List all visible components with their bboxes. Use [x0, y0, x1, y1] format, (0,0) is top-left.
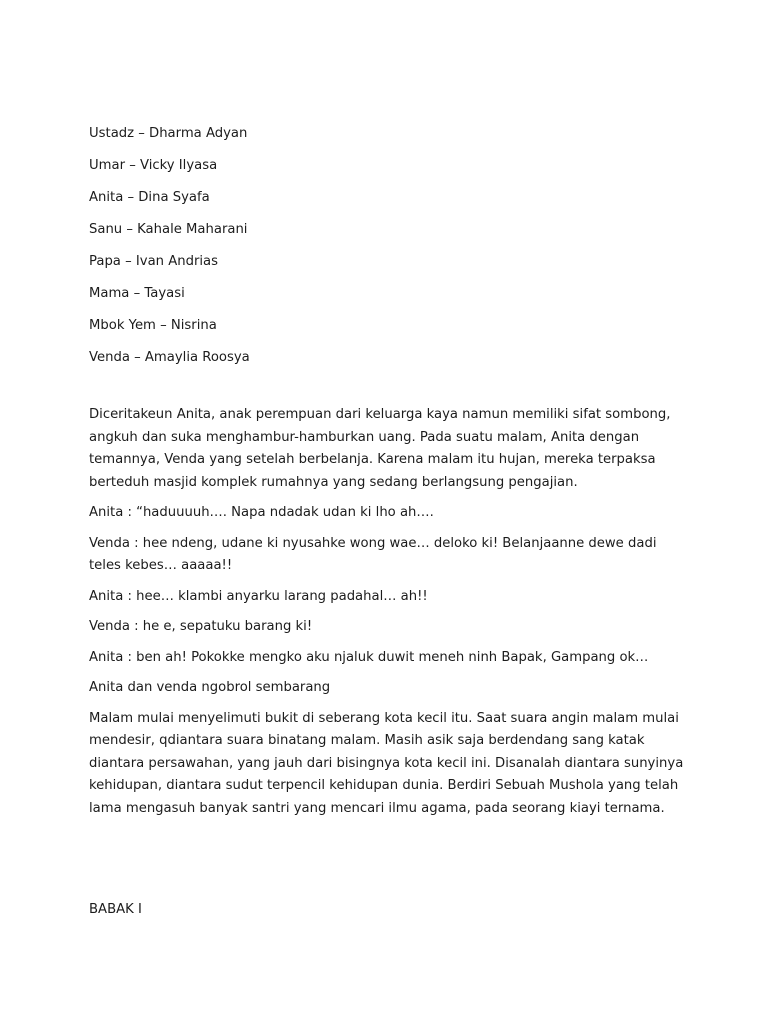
dialogue-line: Anita : hee… klambi anyarku larang padahal… ah!! [89, 588, 428, 604]
section-heading: BABAK I [89, 902, 142, 917]
dialogue-line: Venda : he e, sepatuku barang ki! [89, 619, 313, 634]
stage-direction: Anita dan venda ngobrol sembarang [89, 680, 331, 695]
cast-line: Venda – Amaylia Roosya [89, 350, 250, 365]
cast-line: Papa – Ivan Andrias [89, 254, 218, 269]
cast-line: Mbok Yem – Nisrina [89, 318, 217, 333]
intro-paragraph: Diceritakeun Anita, anak perempuan dari keluarga kaya namun memiliki sifat sombong, angkuh dan suka menghambur-hamburkan uang. Pada suatu malam, Anita dengan temannya, Venda yang setelah berbelanja. Karena malam itu hujan, mereka terpaksa berteduh masjid komplek rumahnya yang sedang berlangsung pengajian. [89, 407, 671, 490]
cast-line: Anita – Dina Syafa [89, 190, 210, 205]
cast-line: Sanu – Kahale Maharani [89, 222, 248, 237]
cast-list [89, 122, 689, 378]
cast-line: Umar – Vicky Ilyasa [89, 158, 218, 173]
dialogue-line: Anita : “haduuuuh…. Napa ndadak udan ki lho ah…. [89, 505, 434, 520]
cast-line: Ustadz – Dharma Adyan [89, 126, 248, 141]
script-body [89, 404, 689, 828]
cast-line: Mama – Tayasi [89, 286, 185, 301]
dialogue-line: Anita : ben ah! Pokokke mengko aku njaluk duwit meneh ninh Bapak, Gampang ok… [89, 649, 649, 665]
narration-paragraph: Malam mulai menyelimuti bukit di seberang kota kecil itu. Saat suara angin malam mulai mendesir, qdiantara suara binatang malam. Masih asik saja berdendang sang katak diantara persawahan, yang jauh dari bisingnya kota kecil ini. Disanalah diantara sunyinya kehidupan, diantara sudut terpencil kehidupan dunia. Berdiri Sebuah Mushola yang telah lama mengasuh banyak santri yang mencari ilmu agama, pada seorang kiayi ternama. [89, 710, 684, 816]
dialogue-line: Venda : hee ndeng, udane ki nyusahke wong wae… deloko ki! Belanjaanne dewe dadi teles kebes… aaaaa!! [89, 535, 657, 573]
